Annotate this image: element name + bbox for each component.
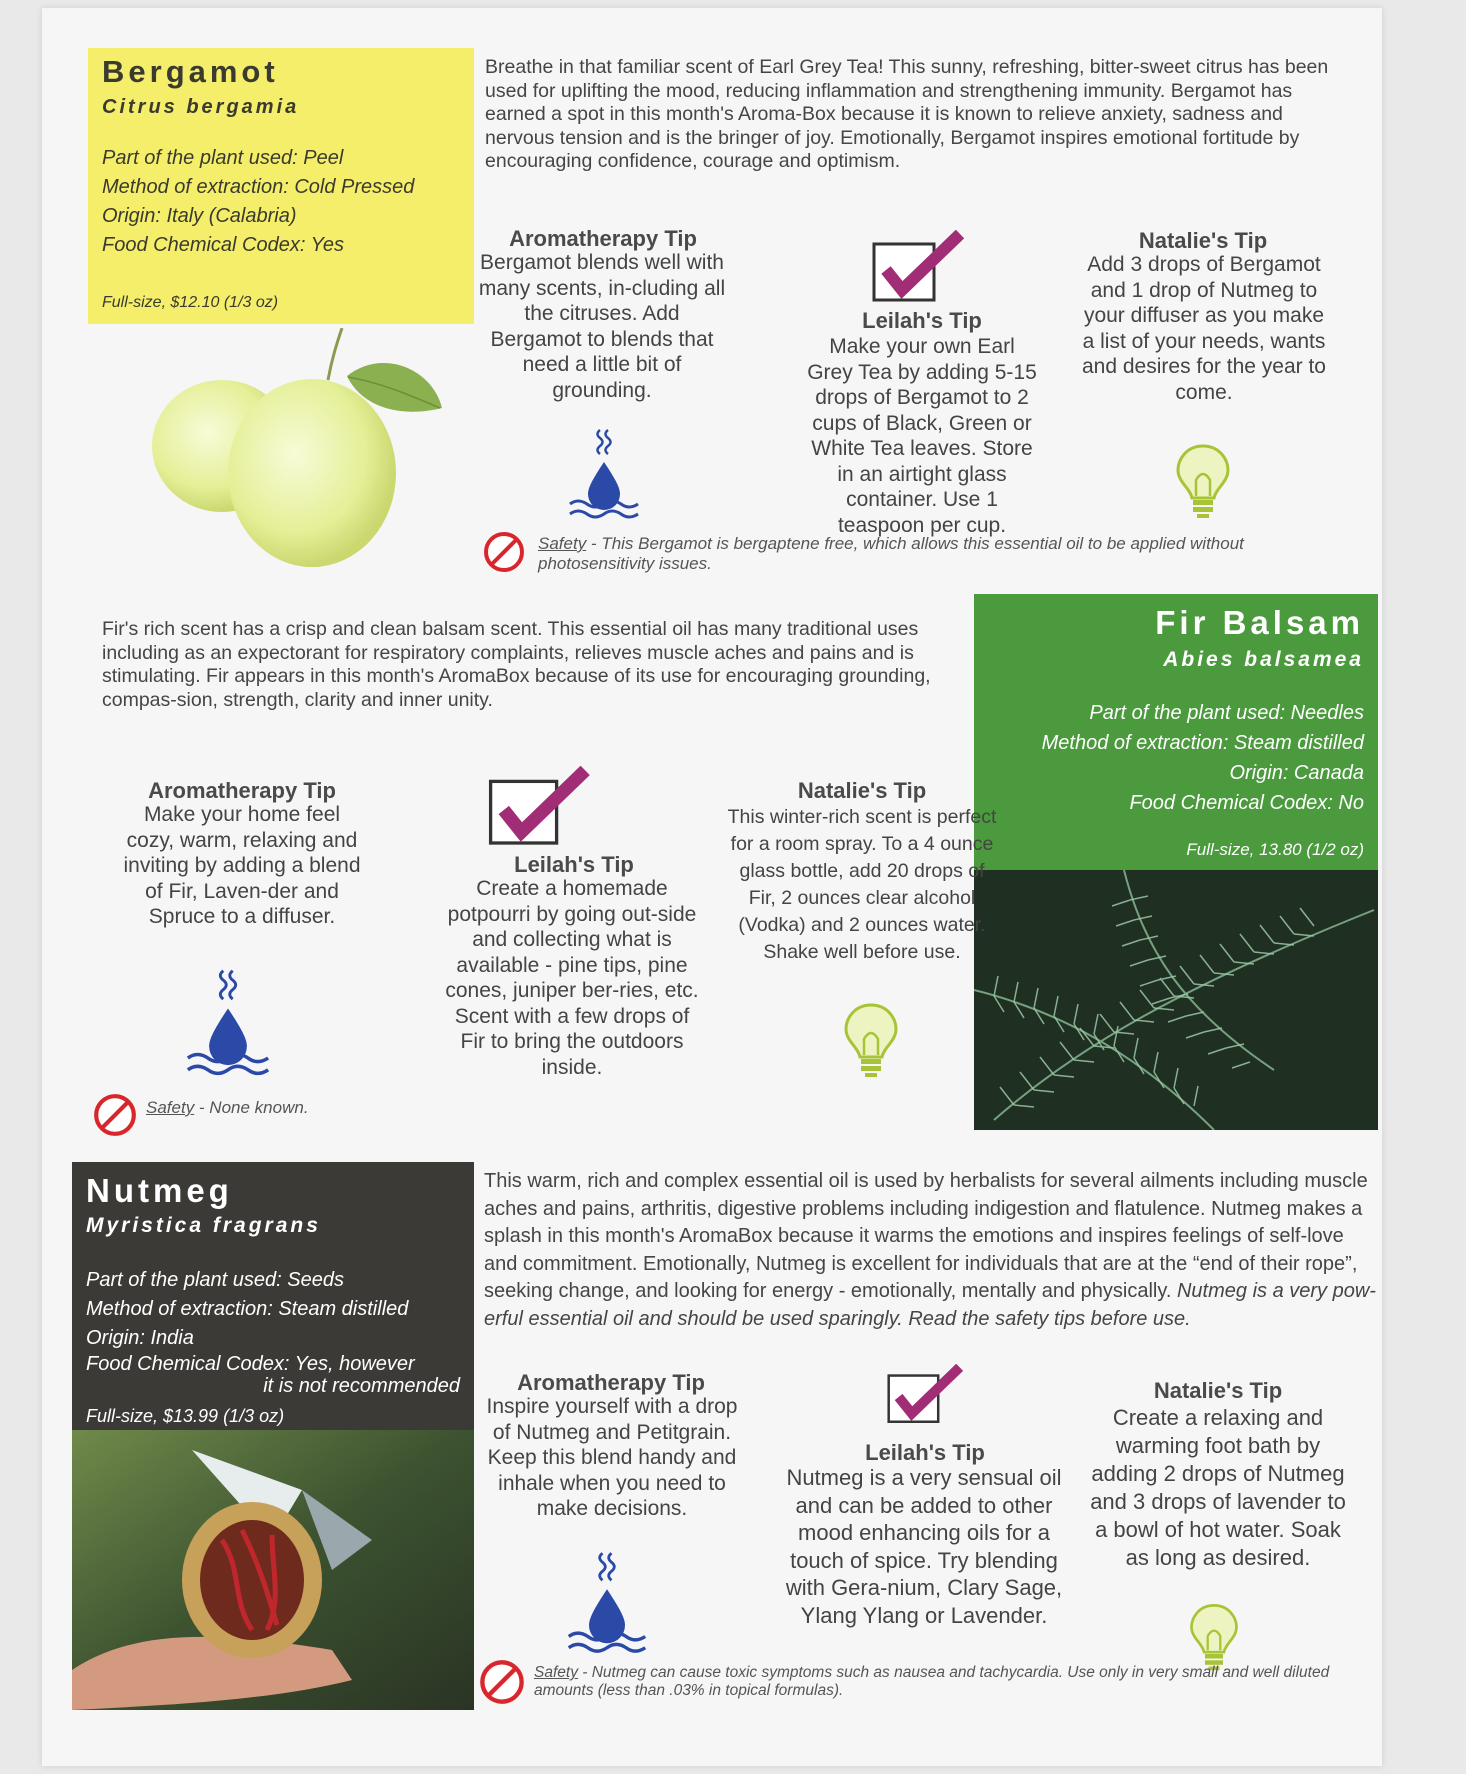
nutmeg-description-warning: Nutmeg is a very pow-erful essential oil and should be used sparingly. Read the safety tips before use. <box>484 1280 1376 1330</box>
nutmeg-safety-text: - Nutmeg can cause toxic symptoms such as nausea and tachycardia. Use only in very small and well diluted amounts (less than .03% in topical formulas). <box>534 1664 1330 1699</box>
fir-name: Fir Balsam <box>1155 604 1364 641</box>
bergamot-fact-origin: Origin: Italy (Calabria) <box>102 205 297 227</box>
nutmeg-image <box>72 1430 474 1710</box>
bergamot-fact-method: Method of extraction: Cold Pressed <box>102 176 415 198</box>
no-sign-icon <box>478 1658 526 1706</box>
nutmeg-leilah-tip: Nutmeg is a very sensual oil and can be added to other mood enhancing oils for a touch of spice. Try blending with Gera-nium, Clary Sage, Ylang Ylang or Lavender. <box>785 1465 1063 1628</box>
bergamot-fact-fcc: Food Chemical Codex: Yes <box>102 234 344 256</box>
fir-safety-label: Safety <box>146 1098 195 1117</box>
bergamot-latin-name: Citrus bergamia <box>102 96 300 118</box>
checkmark-icon <box>882 1364 968 1430</box>
lightbulb-icon <box>1168 440 1238 520</box>
nutmeg-fact-part: Part of the plant used: Seeds <box>86 1269 344 1291</box>
nutmeg-fact-origin: Origin: India <box>86 1327 194 1349</box>
nutmeg-leilah-tip-title: Leilah's Tip <box>865 1440 985 1465</box>
bergamot-aromatherapy-tip: Bergamot blends well with many scents, in-cluding all the citruses. Add Bergamot to blends that need a little bit of grounding. <box>478 251 726 402</box>
bergamot-natalie-tip: Add 3 drops of Bergamot and 1 drop of Nutmeg to your diffuser as you make a list of your needs, wants and desires for the year to come. <box>1082 253 1326 404</box>
bergamot-info-panel <box>88 48 474 324</box>
no-sign-icon <box>92 1092 138 1138</box>
fir-fact-method: Method of extraction: Steam distilled <box>1041 732 1364 754</box>
fir-description: Fir's rich scent has a crisp and clean balsam scent. This essential oil has many traditional uses including as an expectorant for respiratory complaints, relieves muscle aches and pains and is stimulating. Fir appears in this month's AromaBox because of its use for encouraging grounding, compas-sion, strength, clarity and inner unity. <box>102 618 931 711</box>
nutmeg-safety-label: Safety <box>534 1664 578 1681</box>
nutmeg-fact-fcc-note: it is not recommended <box>263 1375 460 1397</box>
bergamot-natalie-tip-title: Natalie's Tip <box>1138 228 1268 253</box>
nutmeg-fact-method: Method of extraction: Steam distilled <box>86 1298 409 1320</box>
checkmark-icon <box>484 766 594 854</box>
nutmeg-info-panel <box>72 1162 474 1430</box>
fir-latin-name: Abies balsamea <box>1163 648 1364 671</box>
nutmeg-name: Nutmeg <box>86 1172 233 1209</box>
bergamot-fullsize-price: Full-size, $12.10 (1/3 oz) <box>102 294 279 311</box>
bergamot-fact-part: Part of the plant used: Peel <box>102 147 344 169</box>
fir-aromatherapy-tip-title: Aromatherapy Tip <box>148 778 336 803</box>
nutmeg-fact-fcc: Food Chemical Codex: Yes, however <box>86 1353 415 1375</box>
nutmeg-natalie-tip-title: Natalie's Tip <box>1153 1378 1283 1403</box>
fir-info-panel <box>974 594 1378 870</box>
fir-facts <box>1042 698 1364 818</box>
nutmeg-aromatherapy-tip-title: Aromatherapy Tip <box>517 1370 705 1395</box>
fir-aromatherapy-tip: Make your home feel cozy, warm, relaxing and inviting by adding a blend of Fir, Laven-der and Spruce to a diffuser. <box>123 803 361 928</box>
nutmeg-latin-name: Myristica fragrans <box>86 1214 321 1237</box>
bergamot-description: Breathe in that familiar scent of Earl Grey Tea! This sunny, refreshing, bitter-sweet citrus has been used for uplifting the mood, reducing inflammation and strengthening immunity. Bergamot has earned a spot in this month's Aroma-Box because it is known to relieve anxiety, sadness and nervous tension and is the bringer of joy. Emotionally, Bergamot inspires emotional fortitude by encouraging confidence, courage and optimism. <box>485 56 1329 172</box>
bergamot-fruit-image <box>142 328 472 578</box>
nutmeg-aromatherapy-tip: Inspire yourself with a drop of Nutmeg and Petitgrain. Keep this blend handy and inhale when you need to make decisions. <box>486 1395 738 1520</box>
nutmeg-description <box>484 1168 1380 1333</box>
fir-safety-note <box>146 1098 546 1118</box>
lightbulb-icon <box>1182 1600 1246 1672</box>
fir-natalie-tip-title: Natalie's Tip <box>797 778 927 803</box>
nutmeg-safety-note <box>534 1664 1334 1700</box>
fir-leilah-tip: Create a homemade potpourri by going out-side and collecting what is available - pine tips, pine cones, juniper ber-ries, etc. Scent with a few drops of Fir to bring the outdoors inside. <box>445 877 699 1079</box>
water-drop-icon <box>562 1548 652 1662</box>
fir-fullsize-price: Full-size, 13.80 (1/2 oz) <box>1186 840 1364 859</box>
nutmeg-fullsize-price: Full-size, $13.99 (1/3 oz) <box>86 1406 285 1426</box>
fir-branch-image <box>974 870 1378 1130</box>
bergamot-leilah-tip: Make your own Earl Grey Tea by adding 5-15 drops of Bergamot to 2 cups of Black, Green or White Tea leaves. Store in an airtight glass container. Use 1 teaspoon per cup. <box>807 335 1037 537</box>
lightbulb-icon <box>836 998 906 1080</box>
fir-safety-text: - None known. <box>194 1098 309 1117</box>
fir-fact-origin: Origin: Canada <box>1229 762 1364 784</box>
water-drop-icon <box>564 426 644 526</box>
checkmark-icon <box>868 230 968 310</box>
bergamot-name: Bergamot <box>102 54 279 89</box>
fir-fact-part: Part of the plant used: Needles <box>1089 702 1364 724</box>
bergamot-facts <box>102 144 414 260</box>
bergamot-safety-text: - This Bergamot is bergaptene free, which allows this essential oil to be applied without photosensitivity issues. <box>538 534 1244 573</box>
bergamot-safety-label: Safety <box>538 534 587 553</box>
bergamot-safety-note <box>538 534 1358 574</box>
bergamot-aromatherapy-tip-title: Aromatherapy Tip <box>509 226 697 251</box>
nutmeg-natalie-tip: Create a relaxing and warming foot bath by adding 2 drops of Nutmeg and 3 drops of lavender to a bowl of hot water. Soak as long as desired. <box>1090 1405 1346 1570</box>
no-sign-icon <box>482 530 526 574</box>
nutmeg-facts <box>86 1266 460 1397</box>
fir-natalie-tip: This winter-rich scent is perfect for a room spray. To a 4 ounce glass bottle, add 20 drops of Fir, 2 ounces clear alcohol (Vodka) and 2 ounces water. Shake well before use. <box>727 806 997 963</box>
water-drop-icon <box>178 966 278 1084</box>
fir-fact-fcc: Food Chemical Codex: No <box>1129 792 1364 814</box>
nutmeg-description-main: This warm, rich and complex essential oil is used by herbalists for several ailments including muscle aches and pains, arthritis, digestive problems including indigestion and flatulence. Nutmeg makes a splash in this month's AromaBox because it warms the emotions and inspires feelings of self-love and commitment. Emotionally, Nutmeg is excellent for individuals that are at the “end of their rope”, seeking change, and looking for energy - emotionally, mentally and physically. <box>484 1170 1368 1302</box>
fir-leilah-tip-title: Leilah's Tip <box>514 852 634 877</box>
aromabox-insert-sheet <box>42 8 1382 1766</box>
bergamot-leilah-tip-title: Leilah's Tip <box>862 308 982 333</box>
